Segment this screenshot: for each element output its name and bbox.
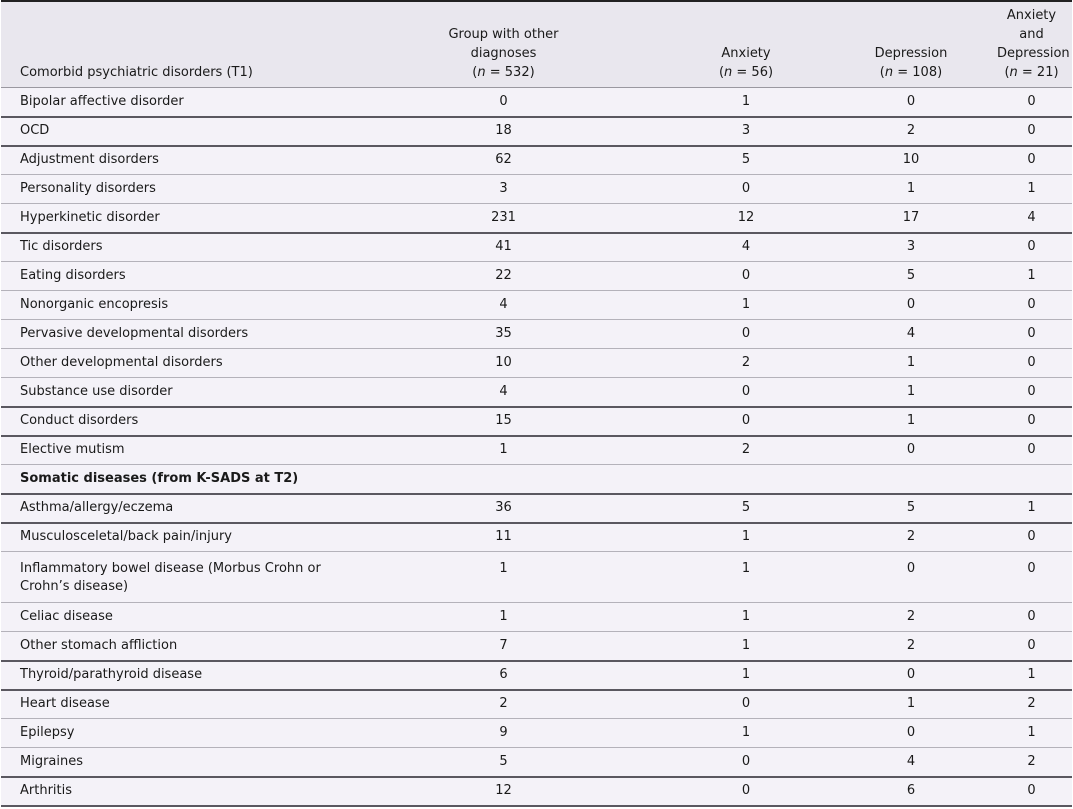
row-label: Musculosceletal/back pain/injury bbox=[20, 529, 232, 545]
cell-depression: 10 bbox=[902, 152, 920, 168]
table-row bbox=[1, 204, 1072, 233]
cell-other: 5 bbox=[499, 753, 508, 769]
cell-other: 11 bbox=[495, 529, 512, 545]
table-row bbox=[1, 233, 1072, 262]
table-row bbox=[1, 175, 1072, 204]
table-row bbox=[1, 262, 1072, 291]
table-row bbox=[1, 552, 1072, 603]
table-row bbox=[1, 378, 1072, 407]
cell-depression: 0 bbox=[906, 93, 916, 109]
cell-both: 0 bbox=[1027, 152, 1036, 168]
row-label: Epilepsy bbox=[20, 725, 75, 740]
cell-anxiety: 0 bbox=[741, 696, 751, 712]
cell-depression: 1 bbox=[906, 383, 916, 399]
cell-other: 4 bbox=[499, 297, 508, 312]
row-label: Nonorganic encopresis bbox=[20, 297, 169, 312]
row-label: Tic disorders bbox=[20, 239, 103, 255]
header-row bbox=[1, 1, 1072, 88]
cell-depression: 1 bbox=[906, 696, 916, 712]
cell-other: 1 bbox=[499, 561, 508, 576]
cell-anxiety: 1 bbox=[741, 609, 751, 624]
table-row bbox=[1, 436, 1072, 465]
cell-anxiety: 2 bbox=[741, 355, 751, 370]
cell-anxiety: 0 bbox=[741, 383, 751, 399]
cell-other: 7 bbox=[499, 637, 508, 653]
cell-anxiety: 1 bbox=[741, 725, 751, 740]
row-label: Hyperkinetic disorder bbox=[20, 209, 160, 225]
header-condition: Comorbid psychiatric disorders (T1) bbox=[1, 1, 346, 88]
cell-other: 2 bbox=[499, 696, 508, 712]
cell-depression: 4 bbox=[906, 326, 916, 341]
cell-other: 1 bbox=[499, 609, 508, 624]
cell-anxiety: 1 bbox=[741, 637, 751, 653]
table-row bbox=[1, 661, 1072, 690]
row-label: Other stomach affliction bbox=[20, 637, 178, 653]
cell-other: 231 bbox=[491, 209, 516, 225]
cell-other: 0 bbox=[499, 93, 508, 109]
cell-other: 62 bbox=[495, 152, 512, 168]
cell-depression: 0 bbox=[906, 297, 916, 312]
cell-anxiety: 1 bbox=[741, 561, 751, 576]
cell-both: 1 bbox=[1027, 725, 1036, 740]
table-row bbox=[1, 494, 1072, 523]
cell-other: 36 bbox=[495, 500, 512, 515]
row-label: Elective mutism bbox=[20, 442, 125, 458]
table-row bbox=[1, 88, 1072, 117]
cell-both: 0 bbox=[1027, 326, 1036, 341]
row-label: Personality disorders bbox=[20, 181, 156, 196]
table-row bbox=[1, 320, 1072, 349]
section-title: Somatic diseases (from K-SADS at T2) bbox=[20, 470, 299, 486]
cell-depression: 17 bbox=[902, 209, 920, 225]
cell-both: 0 bbox=[1027, 355, 1036, 370]
cell-depression: 2 bbox=[906, 637, 916, 653]
cell-anxiety: 3 bbox=[741, 123, 751, 138]
cell-other: 10 bbox=[495, 355, 512, 370]
cell-anxiety: 1 bbox=[741, 297, 751, 312]
cell-other: 18 bbox=[495, 123, 512, 138]
row-label: Asthma/allergy/eczema bbox=[20, 500, 174, 515]
table-row bbox=[1, 603, 1072, 632]
row-label: Pervasive developmental disorders bbox=[20, 326, 249, 341]
cell-other: 41 bbox=[495, 239, 512, 255]
cell-both: 0 bbox=[1027, 93, 1036, 109]
row-label: Conduct disorders bbox=[20, 413, 139, 428]
table-row bbox=[1, 777, 1072, 806]
cell-depression: 4 bbox=[906, 753, 916, 769]
cell-other: 22 bbox=[495, 268, 512, 283]
cell-depression: 0 bbox=[906, 442, 916, 458]
cell-both: 1 bbox=[1027, 500, 1036, 515]
cell-anxiety: 5 bbox=[741, 500, 751, 515]
cell-depression: 1 bbox=[906, 413, 916, 428]
cell-both: 0 bbox=[1027, 609, 1036, 624]
cell-anxiety: 4 bbox=[741, 239, 751, 255]
row-label: Bipolar affective disorder bbox=[20, 93, 184, 109]
cell-other: 9 bbox=[499, 725, 508, 740]
row-label: Other developmental disorders bbox=[20, 355, 223, 370]
row-label: Celiac disease bbox=[20, 609, 113, 624]
cell-other: 4 bbox=[499, 383, 508, 399]
cell-both: 0 bbox=[1027, 783, 1036, 798]
cell-anxiety: 0 bbox=[741, 268, 751, 283]
row-label: Substance use disorder bbox=[20, 383, 173, 399]
cell-other: 6 bbox=[499, 667, 508, 682]
row-label: Heart disease bbox=[20, 696, 110, 712]
table-row bbox=[1, 407, 1072, 436]
table-row bbox=[1, 632, 1072, 661]
cell-depression: 5 bbox=[906, 500, 916, 515]
section-heading-row bbox=[1, 465, 1072, 494]
cell-both: 0 bbox=[1027, 239, 1036, 255]
table-row bbox=[1, 523, 1072, 552]
row-label: Arthritis bbox=[20, 783, 73, 798]
cell-depression: 3 bbox=[906, 239, 916, 255]
cell-both: 0 bbox=[1027, 383, 1036, 399]
cell-depression: 2 bbox=[906, 123, 916, 138]
cell-depression: 0 bbox=[906, 667, 916, 682]
cell-both: 1 bbox=[1027, 181, 1036, 196]
table-row bbox=[1, 719, 1072, 748]
cell-anxiety: 0 bbox=[741, 413, 751, 428]
cell-depression: 0 bbox=[906, 561, 916, 576]
header-other-diagnoses: Group with other diagnoses (n = 532) bbox=[346, 1, 661, 88]
cell-both: 2 bbox=[1027, 696, 1036, 712]
row-label: Inflammatory bowel disease (Morbus Crohn or Crohn’s disease) bbox=[20, 561, 321, 594]
row-label: Thyroid/parathyroid disease bbox=[20, 667, 203, 682]
row-label: Eating disorders bbox=[20, 268, 126, 283]
cell-both: 0 bbox=[1027, 297, 1036, 312]
cell-anxiety: 0 bbox=[741, 753, 751, 769]
cell-depression: 5 bbox=[906, 268, 916, 283]
table-row bbox=[1, 146, 1072, 175]
cell-anxiety: 2 bbox=[741, 442, 751, 458]
table-row bbox=[1, 117, 1072, 146]
header-anxiety: Anxiety (n = 56) bbox=[661, 1, 831, 88]
table-row bbox=[1, 690, 1072, 719]
cell-other: 12 bbox=[495, 783, 512, 798]
row-label: Adjustment disorders bbox=[20, 152, 159, 168]
cell-other: 3 bbox=[499, 181, 508, 196]
cell-anxiety: 1 bbox=[741, 93, 751, 109]
comorbidity-table bbox=[1, 0, 1072, 807]
header-anxiety-and-depression: Anxiety and Depression (n = 21) bbox=[991, 1, 1072, 88]
row-label: OCD bbox=[20, 123, 50, 138]
cell-both: 0 bbox=[1027, 413, 1036, 428]
cell-both: 4 bbox=[1027, 209, 1036, 225]
cell-other: 15 bbox=[495, 413, 512, 428]
cell-both: 0 bbox=[1027, 637, 1036, 653]
table-row bbox=[1, 291, 1072, 320]
header-depression: Depression (n = 108) bbox=[831, 1, 991, 88]
cell-anxiety: 1 bbox=[741, 529, 751, 545]
cell-anxiety: 5 bbox=[741, 152, 751, 168]
cell-anxiety: 0 bbox=[741, 326, 751, 341]
row-label: Migraines bbox=[20, 753, 84, 769]
cell-depression: 2 bbox=[906, 609, 916, 624]
cell-anxiety: 1 bbox=[741, 667, 751, 682]
table-row bbox=[1, 748, 1072, 777]
cell-depression: 0 bbox=[906, 725, 916, 740]
cell-depression: 6 bbox=[906, 783, 916, 798]
cell-depression: 1 bbox=[906, 355, 916, 370]
cell-both: 0 bbox=[1027, 123, 1036, 138]
cell-both: 1 bbox=[1027, 268, 1036, 283]
cell-both: 0 bbox=[1027, 561, 1036, 576]
cell-depression: 2 bbox=[906, 529, 916, 545]
cell-depression: 1 bbox=[906, 181, 916, 196]
cell-both: 1 bbox=[1027, 667, 1036, 682]
cell-other: 1 bbox=[499, 442, 508, 458]
cell-anxiety: 12 bbox=[737, 209, 755, 225]
cell-anxiety: 0 bbox=[741, 181, 751, 196]
table-row bbox=[1, 349, 1072, 378]
cell-anxiety: 0 bbox=[741, 783, 751, 798]
cell-both: 2 bbox=[1027, 753, 1036, 769]
cell-both: 0 bbox=[1027, 529, 1036, 545]
cell-both: 0 bbox=[1027, 442, 1036, 458]
cell-other: 35 bbox=[495, 326, 512, 341]
